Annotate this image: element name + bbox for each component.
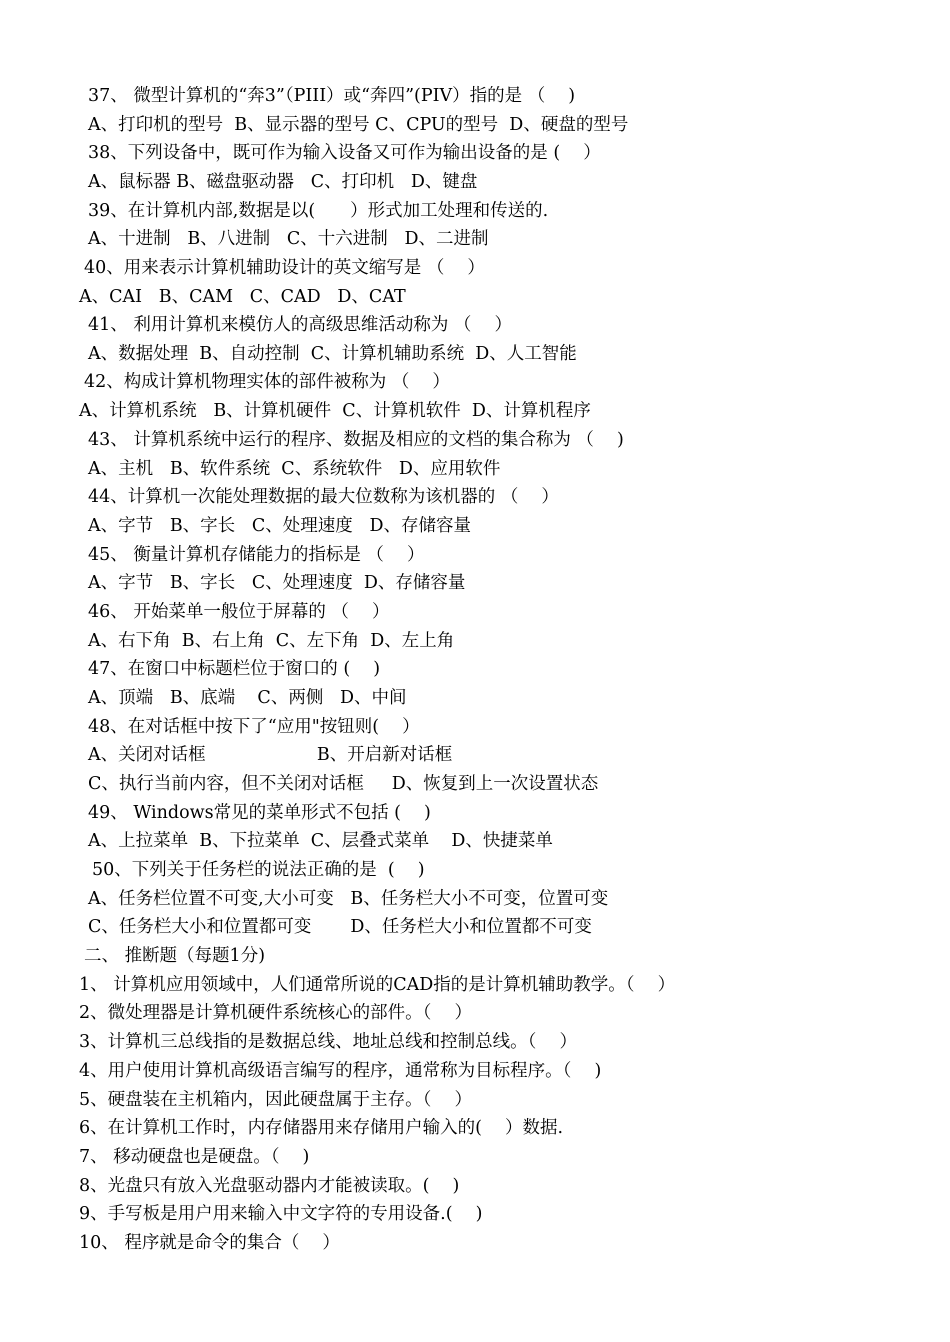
question-48: 48、在对话框中按下了“应用"按钮则( ） [88, 717, 420, 737]
question-44: 44、计算机一次能处理数据的最大位数称为该机器的 （ ） [88, 487, 559, 507]
judgement-8: 8、光盘只有放入光盘驱动器内才能被读取。( ) [79, 1176, 460, 1196]
judgement-7: 7、 移动硬盘也是硬盘。（ ) [79, 1147, 310, 1167]
judgement-1: 1、 计算机应用领域中，人们通常所说的CAD指的是计算机辅助教学。（ ） [79, 975, 676, 995]
question-45-options: A、字节 B、字长 C、处理速度 D、存储容量 [88, 573, 466, 593]
question-41: 41、 利用计算机来模仿人的高级思维活动称为 （ ） [88, 315, 512, 335]
question-40: 40、用来表示计算机辅助设计的英文缩写是 （ ） [84, 258, 485, 278]
question-48-options-cd: C、执行当前内容，但不关闭对话框 D、恢复到上一次设置状态 [88, 774, 599, 794]
question-41-options: A、数据处理 B、自动控制 C、计算机辅助系统 D、人工智能 [88, 344, 577, 364]
question-45: 45、 衡量计算机存储能力的指标是 （ ） [88, 545, 425, 565]
section-heading-judgement: 二、 推断题（每题1分) [84, 946, 266, 966]
judgement-9: 9、手写板是用户用来输入中文字符的专用设备.( ) [79, 1204, 483, 1224]
question-50-options-ab: A、任务栏位置不可变,大小可变 B、任务栏大小不可变，位置可变 [88, 889, 609, 909]
question-50: 50、下列关于任务栏的说法正确的是 ( ) [92, 860, 425, 880]
question-43: 43、 计算机系统中运行的程序、数据及相应的文档的集合称为 （ ) [88, 430, 624, 450]
question-39-options: A、十进制 B、八进制 C、十六进制 D、二进制 [88, 229, 489, 249]
question-48-options-ab: A、关闭对话框 B、开启新对话框 [88, 745, 453, 765]
question-42-options: A、计算机系统 B、计算机硬件 C、计算机软件 D、计算机程序 [79, 401, 591, 421]
judgement-4: 4、用户使用计算机高级语言编写的程序，通常称为目标程序。（ ) [79, 1061, 602, 1081]
question-39: 39、在计算机内部,数据是以( ）形式加工处理和传送的. [88, 201, 549, 221]
question-47-options: A、顶端 B、底端 C、两侧 D、中间 [88, 688, 407, 708]
judgement-3: 3、计算机三总线指的是数据总线、地址总线和控制总线。（ ） [79, 1032, 577, 1052]
judgement-2: 2、微处理器是计算机硬件系统核心的部件。（ ） [79, 1003, 472, 1023]
question-38-options: A、鼠标器 B、磁盘驱动器 C、打印机 D、键盘 [88, 172, 478, 192]
question-40-options: A、CAI B、CAM C、CAD D、CAT [79, 287, 406, 307]
judgement-6: 6、在计算机工作时，内存储器用来存储用户输入的( ）数据. [79, 1118, 564, 1138]
question-37: 37、 微型计算机的“奔3”（PIII）或“奔四”(PIV）指的是 （ ) [88, 86, 576, 106]
question-43-options: A、主机 B、软件系统 C、系统软件 D、应用软件 [88, 459, 501, 479]
question-50-options-cd: C、任务栏大小和位置都可变 D、任务栏大小和位置都不可变 [88, 917, 592, 937]
question-44-options: A、字节 B、字长 C、处理速度 D、存储容量 [88, 516, 471, 536]
question-49: 49、 Windows常见的菜单形式不包括 ( ) [88, 803, 431, 823]
question-49-options: A、上拉菜单 B、下拉菜单 C、层叠式菜单 D、快捷菜单 [88, 831, 553, 851]
judgement-5: 5、硬盘装在主机箱内，因此硬盘属于主存。（ ） [79, 1090, 472, 1110]
question-46-options: A、右下角 B、右上角 C、左下角 D、左上角 [88, 631, 455, 651]
question-38: 38、下列设备中，既可作为输入设备又可作为输出设备的是 ( ） [88, 143, 601, 163]
question-37-options: A、打印机的型号 B、显示器的型号 C、CPU的型号 D、硬盘的型号 [88, 115, 629, 135]
question-47: 47、在窗口中标题栏位于窗口的 ( ) [88, 659, 381, 679]
question-46: 46、 开始菜单一般位于屏幕的 （ ） [88, 602, 390, 622]
question-42: 42、构成计算机物理实体的部件被称为 （ ） [84, 372, 450, 392]
judgement-10: 10、 程序就是命令的集合（ ） [79, 1233, 340, 1253]
